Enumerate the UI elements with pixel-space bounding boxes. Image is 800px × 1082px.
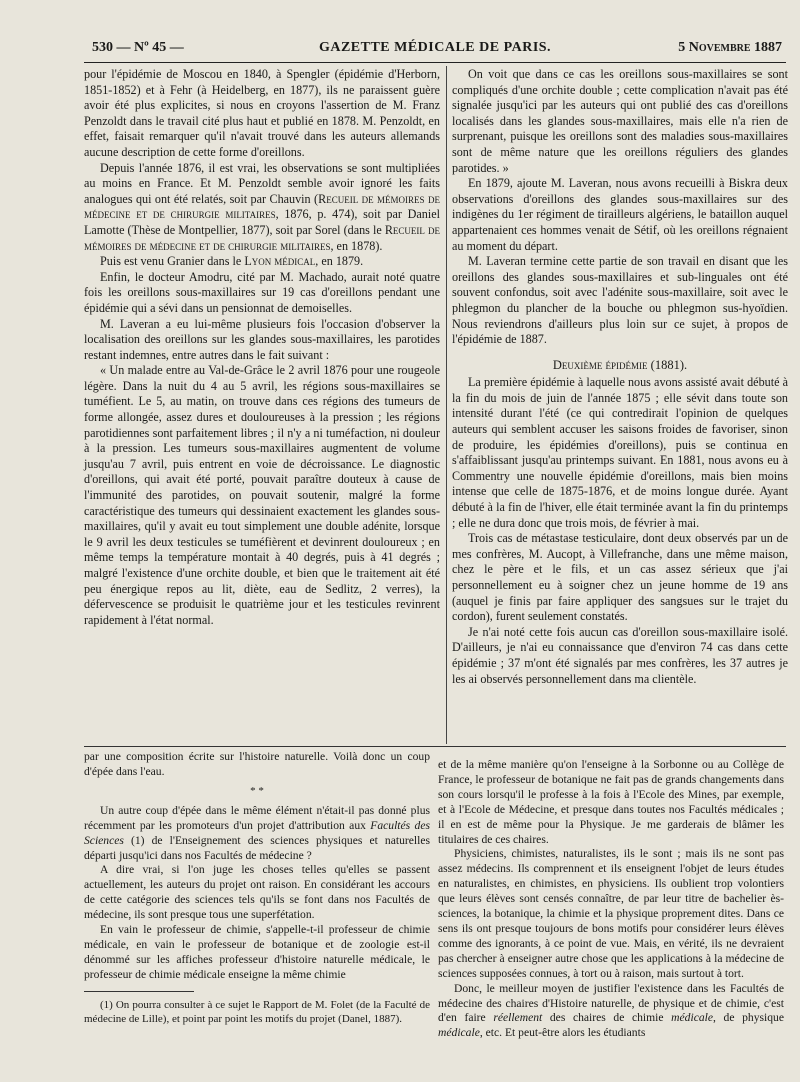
header-rule — [84, 62, 786, 63]
section-rule — [84, 746, 786, 747]
text-run-smallcaps: Lyon médical — [244, 254, 316, 269]
quoted-observation: « Un malade entre au Val-de-Grâce le 2 avril 1876 pour une rougeole légère. Dans la nuit du 4 au 5 avril, les régions sous-maxillaires se tuméfient. Le 5, au matin, on trouve dans ces régions des tumeurs de forme allongée, assez dures et douloureuses à la pression ; les régions parotidiennes sont parfaitement libres ; il n'y a ni tuméfaction, ni douleur à la pression. Les tumeurs sous-maxillaires augmentent de volume jusqu'au 7 avril, puis entrent en voie de décroissance. Le diagnostic d'oreillons, qui avait été porté, pouvait paraître douteux à cause de l'immunité des parotides, on pouvait soutenir, malgré la forme caractéristique des tumeurs qui dessinaient exactement les glandes sous-maxillaires, qu'il y avait eu tout simplement une double adénite, lorsque le 9 avril les deux testicules se tuméfièrent et devinrent douloureux ; en même temps la température montait à 40 degrés, puis à 41 degrés ; malgré l'existence d'une orchite double, et bien que le traitement ait été peu énergique repos au lit, diète, eau de Sedlitz, 2 verres), la défervescence se produisit le quatrième jour et les testicules revinrent rapidement à l'état normal. — [84, 363, 440, 627]
page-number: 530 — Nº 45 — — [92, 40, 184, 55]
paragraph — [438, 982, 784, 1042]
column-divider — [446, 66, 447, 744]
section-heading: Deuxième épidémie (1881). — [552, 357, 688, 372]
page-header — [84, 36, 786, 60]
paragraph: A dire vrai, si l'on juge les choses telles qu'elles se passent actuellement, les auteurs du projet ont raison. En considérant les accours de cette catégorie des sciences tels qu'ils se font dans nos Facultés de médecine, ils sont presque tous une superfétation. — [84, 863, 430, 922]
text-run: Depuis l'année 1876, il est vrai, les observations se sont multipliées au moins en France. Et M. Penzoldt semble avoir ignoré les faits analogues qui ont été relatés, soit par Chauvin ( — [84, 160, 440, 206]
column-left-bottom — [84, 750, 430, 1026]
text-run: , en 1879. — [315, 254, 364, 269]
paragraph: Trois cas de métastase testiculaire, dont deux observés par un de mes confrères, M. Aucopt, à Villefranche, dans une même maison, chez le père et le fils, et un cas assez sérieux que j'ai personnellement eu à soigner chez un jeune homme de 19 ans (auquel je finis par faire appliquer des sangsues sur le trajet du cordon), furent seulement constatés. — [452, 531, 788, 624]
paragraph: En 1879, ajoute M. Laveran, nous avons recueilli à Biskra deux observations d'oreillons des glandes sous-maxillaires sur des indigènes du 1er régiment de tirailleurs algériens, le bataillon auquel appartenaient ces hommes venait de Sétif, où les oreillons régnaient au moment du départ. — [452, 176, 788, 253]
journal-title: GAZETTE MÉDICALE DE PARIS. — [318, 40, 552, 55]
paragraph: et de la même manière qu'on l'enseigne à la Sorbonne ou au Collège de France, le professeur de botanique ne fait pas de grands changements dans son cours lorsqu'il le professe à la fois à l'Ecole des Mines, par exemple, et à l'Ecole de Médecine, et presque dans toutes nos Facultés médicales ; il en est de même pour la Physique. Je me garderais de blâmer les titulaires de ces chaires. — [438, 758, 784, 846]
paragraph: On voit que dans ce cas les oreillons sous-maxillaires se sont compliqués d'une orchite double ; cette complication n'avait pas été signalée jusqu'ici par les auteurs qui ont publié des cas d'oreillons localisés dans les glandes sous-maxillaires, mais elle n'a rien de surprenant, puisque les oreillons sont des maladies sous-maxillaires sont de même nature que les oreillons réguliers des glandes parotides. » — [452, 67, 788, 175]
paragraph: La première épidémie à laquelle nous avons assisté avait débuté à la fin du mois de juin de l'année 1875 ; elle sévit dans toute son intensité durant l'été (ce qui contredirait l'opinion de quelques auteurs qui semblent accuser les saisons froides de favoriser, sinon de produire, les épidémies d'oreillons), puis se continua en s'affaiblissant jusqu'au printemps suivant. En 1881, nous avons eu à Commentry une nouvelle épidémie d'oreillons, mais bien moins intense que celle de 1875-1876, et de moins longue durée. Ayant débuté à la fin de l'hiver, elle était terminée avant la fin du printemps ; elle ne dura donc que trois mois, de février à mai. — [452, 375, 788, 530]
column-right-top — [452, 67, 788, 687]
footnote-rule — [84, 991, 194, 992]
text-run: (1) de l'Enseignement des sciences physiques et naturelles départi jusqu'ici dans nos Facultés de médecine ? — [84, 833, 430, 862]
issue-date: 5 Novembre 1887 — [678, 40, 782, 55]
text-run: , 1876, p. 474), soit par Daniel Lamotte (Thèse de Montpellier, 1877), soit par Sorel (dans le — [84, 207, 440, 237]
text-run-smallcaps: Recueil de mémoires de médecine et de chirurgie militaires — [84, 191, 440, 222]
text-run-smallcaps: Recueil de mémoires de médecine et de chirurgie militaires — [84, 222, 441, 253]
paragraph — [84, 804, 430, 864]
text-run: Un autre coup d'épée dans le même élément n'était-il pas donné plus récemment par les promoteurs d'un projet d'attribution aux — [84, 803, 430, 832]
paragraph: Enfin, le docteur Amodru, cité par M. Machado, aurait noté quatre fois les oreillons sous-maxillaires sur 19 cas d'oreillons pendant une épidémie qui a sévi dans un pensionnat de demoiselles. — [84, 269, 440, 315]
paragraph: Physiciens, chimistes, naturalistes, ils le sont ; mais ils ne sont pas assez médecins. Ils comprennent et ils enseignent l'objet de leurs études en naturalistes, en chimistes, en physiciens. Ils oublient trop volontiers que leurs élèves sont censés connaître, de par leur titre de bachelier ès-sciences, la botanique, la chimie et la physique proprement dites. Dans ce sens ils ont presque toujours de bons motifs pour considérer leurs élèves comme des ignorants, à ce point de vue. Mais, en vérité, ils ne devraient pas chercher à enseigner autre chose que les applications à la médecine de sciences supposées connues, à tort ou à raison, mais surtout à tort. — [438, 847, 784, 980]
text-run: , en 1878). — [330, 238, 383, 253]
column-right-bottom — [438, 758, 784, 1041]
paragraph: M. Laveran a eu lui-même plusieurs fois l'occasion d'observer la localisation des oreillons sur les glandes sous-maxillaires, les parotides restant indemnes, entre autres dans le fait suivant : — [84, 316, 440, 362]
paragraph — [84, 161, 440, 255]
text-run-italic: réellement — [493, 1011, 543, 1025]
text-run-italic: médicale — [438, 1026, 480, 1040]
column-left-top — [84, 67, 440, 628]
text-run-italic: médicale — [671, 1011, 714, 1025]
text-run: Donc, le meilleur moyen de justifier l'existence dans les Facultés de médecine des chaires d'Histoire naturelle, de physique et de chimie, c'est d'en faire — [438, 981, 784, 1025]
paragraph: pour l'épidémie de Moscou en 1840, à Spengler (épidémie d'Herborn, 1851-1852) et à Fehr (à Heidelberg, en 1877), ils ne paraissent guère avoir été plus explicites, si nous en croyons l'assertion de M. Franz Penzoldt dans le travail cité plus haut et publié en 1878. M. Penzoldt, en effet, faisait remarquer qu'il n'avait trouvé dans les auteurs allemands aucune description de cette forme d'oreillons. — [84, 67, 440, 159]
text-run: des chaires de chimie — [542, 1011, 672, 1025]
paragraph: Je n'ai noté cette fois aucun cas d'oreillon sous-maxillaire isolé. D'ailleurs, je n'ai eu connaissance que d'environ 74 cas dans cette épidémie ; 37 m'ont été signalés par mes confrères, les 37 autres je les ai observés personnellement dans ma clientèle. — [452, 624, 788, 686]
text-run: , de physique — [713, 1011, 784, 1025]
text-run: , etc. Et peut-être alors les étudiants — [479, 1026, 646, 1040]
paragraph: par une composition écrite sur l'histoire naturelle. Voilà donc un coup d'épée dans l'eau. — [84, 750, 430, 778]
paragraph: En vain le professeur de chimie, s'appelle-t-il professeur de chimie médicale, en vain le professeur de botanique et de zoologie est-il dénommé sur les affiches professeur d'histoire naturelle médicale, le professeur de chimie médicale enseigne la même chimie — [84, 923, 430, 981]
text-run: Puis est venu Granier dans le — [100, 254, 245, 269]
text-run-italic: Facultés des Sciences — [84, 818, 430, 847]
paragraph: M. Laveran termine cette partie de son travail en disant que les oreillons des glandes sous-maxillaires et sub-linguales ont été souvent confondus, soit avec l'adénite sous-maxillaire, soit avec le phlegmon du plancher de la bouche ou phlegmon sus-hyoïdien. Nous reviendrons d'ailleurs plus loin sur ce sujet, à propos de l'épidémie de 1887. — [452, 254, 788, 347]
asterism: * * — [250, 784, 264, 797]
paragraph — [84, 254, 440, 270]
footnote: (1) On pourra consulter à ce sujet le Rapport de M. Folet (de la Faculté de médecine de Lille), et point par point les motifs du projet (Danel, 1887). — [84, 998, 430, 1025]
